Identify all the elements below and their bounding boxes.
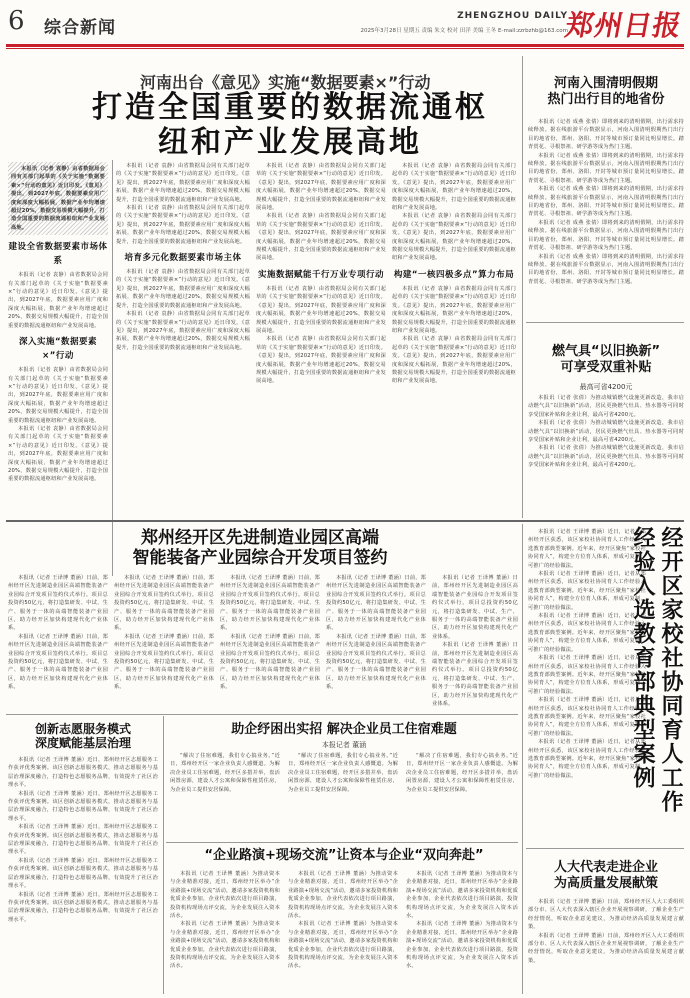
column-divider [522,56,523,518]
npc-story-paragraph: 本报讯（记者 王译博 董涵）日前，郑州经开区人大工委组织部分市、区人大代表深入辖区企业开展视察调研，了解企业生产经营情况，听取企业意见建议，为推动经济高质量发展建言献策。 [528,899,684,931]
column-divider [112,160,113,576]
lead-column-1 [8,162,108,577]
issue-info: 2025年3月28日 星期五 责编 朱文 校对 田洋 美编 王冬 E-mail:zzrbzhb@163.com [360,28,568,34]
park-story-paragraph: 本报讯（记者 王译博 董涵）日前，郑州经开区先进制造业园区高端智能装备产业园综合开发项目签约仪式举行。项目总投资约50亿元，将打造集研发、中试、生产、服务于一体的高端智能装备产业园区，助力经开区加快构建现代化产业体系。 [220,575,320,632]
park-story-paragraph: 本报讯（记者 王译博 董涵）日前，郑州经开区先进制造业园区高端智能装备产业园综合开发项目签约仪式举行。项目总投资约50亿元，将打造集研发、中试、生产、服务于一体的高端智能装备产业园区，助力经开区加快构建现代化产业体系。 [8,633,108,691]
header-rule [6,44,684,47]
header-rule-thin [6,48,684,49]
park-story-title [40,528,480,569]
lead-paragraph: 本报讯（记者 袁静）由省数据局会同有关部门起草的《关于实施“数据要素×”行动的意见》近日印发。《意见》提出，到2027年底，数据要素应用广度和深度大幅拓展，数据产业年均增速超过20%，数据交易规模大幅提升，打造全国重要的数据流通枢纽和产业发展高地。 [392,336,516,385]
npc-story-title-line-2: 为高质量发展献策 [553,875,658,891]
lead-title: 打造全国重要的数据流通枢纽和产业发展高地 [92,90,488,161]
roadshow-story-paragraph: 本报讯（记者 王译博 董涵）为推动资本与企业精准对接，近日，郑州经开区举办“企业路演+现场交流”活动，邀请多家投资机构和优质企业参加，企业代表依次进行项目路演，投资机构现场点评交流，为企业发展注入资本活水。 [406,871,518,920]
lead-paragraph: 本报讯（记者 袁静）由省数据局会同有关部门起草的《关于实施“数据要素×”行动的意见》近日印发。《意见》提出，到2027年底，数据要素应用广度和深度大幅拓展，数据产业年均增速超过20%，数据交易规模大幅提升，打造全国重要的数据流通枢纽和产业发展高地。 [256,336,386,385]
lead-kicker: 河南出台《意见》实施“数据要素×”行动 [140,73,431,92]
school-story-paragraph: 本报讯（记者 王译博 董涵）近日，记者从郑州经开区获悉，该区家校社协同育人工作经验入选教育部典型案例。近年来，经开区聚焦“家校社协同育人”，构建全方位育人体系，形成可复制、可推广的经验做法。 [528,655,646,695]
fuel-story-title-line-1: 燃气具“以旧换新” [551,344,661,359]
volunteer-story-paragraph: 本报讯（记者 王译博 董涵）近日，郑州经开区志愿服务工作获评优秀案例。该区创新志愿服务模式，推动志愿服务与基层治理深度融合，打造特色志愿服务品牌，有效提升了社区治理水平。 [8,757,158,789]
side-story-paragraph: 本报讯（记者 成燕 张倩）即将到来的清明假期，出行需求持续释放。据在线旅游平台数据显示，河南入围清明假期热门出行目的地省份，郑州、洛阳、开封等城市预订量同比明显增长。踏青赏花、寻根祭祖、研学游等成为热门主题。 [528,219,684,252]
park-story-paragraph: 本报讯（记者 王译博 董涵）日前，郑州经开区先进制造业园区高端智能装备产业园综合开发项目签约仪式举行。项目总投资约50亿元，将打造集研发、中试、生产、服务于一体的高端智能装备产业园区，助力经开区加快构建现代化产业体系。 [114,633,214,691]
volunteer-story-paragraph: 本报讯（记者 王译博 董涵）近日，郑州经开区志愿服务工作获评优秀案例。该区创新志愿服务模式，推动志愿服务与基层治理深度融合，打造特色志愿服务品牌，有效提升了社区治理水平。 [8,891,158,923]
fuel-story-paragraph: 本报讯（记者 张倩）为推动城镇燃气设施更新改造，我市启动燃气具“以旧换新”活动，居民更换燃气灶具、热水器等可同时享受国家补贴和企业让利，最高可省4200元。 [528,420,684,444]
housing-story-title: 助企纾困出实招 解决企业员工住宿难题 [231,722,457,737]
section-divider [166,842,518,843]
volunteer-story-body [8,756,158,992]
section-divider [526,322,684,323]
volunteer-story-title-line-1: 创新志愿服务模式 [34,722,131,736]
park-story-title-line-1: 郑州经开区先进制造业园区高端 [141,528,379,548]
roadshow-story-paragraph: 本报讯（记者 王译博 董涵）为推动资本与企业精准对接，近日，郑州经开区举办“企业路演+现场交流”活动，邀请多家投资机构和优质企业参加，企业代表依次进行项目路演，投资机构现场点评交流，为企业发展注入资本活水。 [288,921,398,970]
lead-paragraph: 本报讯（记者 袁静）由省数据局会同有关部门起草的《关于实施“数据要素×”行动的意见》近日印发。《意见》提出，到2027年底，数据要素应用广度和深度大幅拓展，数据产业年均增速超过20%，数据交易规模大幅提升，打造全国重要的数据流通枢纽和产业发展高地。 [8,272,108,329]
park-story-paragraph: 本报讯（记者 王译博 董涵）日前，郑州经开区先进制造业园区高端智能装备产业园综合开发项目签约仪式举行。项目总投资约50亿元，将打造集研发、中试、生产、服务于一体的高端智能装备产业园区，助力经开区加快构建现代化产业体系。 [220,633,320,691]
housing-story-paragraph: “解决了住宿难题，我们专心搞业务。”近日，郑州经开区一家企业负责人感慨道。为解决企业员工住宿难题，经开区多措并举，盘活闲置房源，建设人才公寓和保障性租赁住房，为企业员工提供安居保障。 [406,753,518,793]
roadshow-story-paragraph: 本报讯（记者 王译博 董涵）为推动资本与企业精准对接，近日，郑州经开区举办“企业路演+现场交流”活动，邀请多家投资机构和优质企业参加，企业代表依次进行项目路演，投资机构现场点评交流，为企业发展注入资本活水。 [170,921,280,970]
school-story-paragraph: 本报讯（记者 王译博 董涵）近日，记者从郑州经开区获悉，该区家校社协同育人工作经验入选教育部典型案例。近年来，经开区聚焦“家校社协同育人”，构建全方位育人体系，形成可复制、可推广的经验做法。 [528,739,646,779]
side-story-paragraph: 本报讯（记者 成燕 张倩）即将到来的清明假期，出行需求持续释放。据在线旅游平台数据显示，河南入围清明假期热门出行目的地省份，郑州、洛阳、开封等城市预订量同比明显增长。踏青赏花、寻根祭祖、研学游等成为热门主题。 [528,152,684,184]
lead-paragraph: 本报讯（记者 袁静）由省数据局会同有关部门起草的《关于实施“数据要素×”行动的意见》近日印发。《意见》提出，到2027年底，数据要素应用广度和深度大幅拓展，数据产业年均增速超过20%，数据交易规模大幅提升，打造全国重要的数据流通枢纽和产业发展高地。 [8,425,108,483]
fuel-story-subtitle: 最高可省4200元 [579,383,633,391]
page-section-divider [6,520,684,522]
housing-story-paragraph: “解决了住宿难题，我们专心搞业务。”近日，郑州经开区一家企业负责人感慨道。为解决企业员工住宿难题，经开区多措并举，盘活闲置房源，建设人才公寓和保障性租赁住房，为企业员工提供安居保障。 [170,753,280,793]
roadshow-column-3 [406,870,518,992]
lead-subhead-3: 培育多元化数据要素市场主体 [124,253,242,264]
npc-story-title [528,860,684,891]
housing-story-byline: 本报记者 董涵 [321,741,367,749]
school-story-paragraph: 本报讯（记者 王译博 董涵）近日，记者从郑州经开区获悉，该区家校社协同育人工作经验入选教育部典型案例。近年来，经开区聚焦“家校社协同育人”，构建全方位育人体系，形成可复制、可推广的经验做法。 [528,571,646,611]
roadshow-story-paragraph: 本报讯（记者 王译博 董涵）为推动资本与企业精准对接，近日，郑州经开区举办“企业路演+现场交流”活动，邀请多家投资机构和优质企业参加，企业代表依次进行项目路演，投资机构现场点评交流，为企业发展注入资本活水。 [170,871,280,920]
park-story-paragraph: 本报讯（记者 王译博 董涵）日前，郑州经开区先进制造业园区高端智能装备产业园综合开发项目签约仪式举行。项目总投资约50亿元，将打造集研发、中试、生产、服务于一体的高端智能装备产业园区，助力经开区加快构建现代化产业体系。 [326,575,426,632]
side-story-title-line-1: 河南入围清明假期 [553,76,658,91]
lead-intro: 本报讯（记者 袁静）由省数据局会同有关部门起草的《关于实施“数据要素×”行动的意见》近日印发。《意见》提出，到2027年底，数据要素应用广度和深度大幅拓展，数据产业年均增速超过20%，数据交易规模大幅提升，打造全国重要的数据流通枢纽和产业发展高地。 [11,166,105,231]
lead-subhead-1: 建设全省数据要素市场体系 [8,242,108,267]
lead-paragraph: 本报讯（记者 袁静）由省数据局会同有关部门起草的《关于实施“数据要素×”行动的意见》近日印发。《意见》提出，到2027年底，数据要素应用广度和深度大幅拓展，数据产业年均增速超过20%，数据交易规模大幅提升，打造全国重要的数据流通枢纽和产业发展高地。 [392,285,516,334]
lead-paragraph: 本报讯（记者 袁静）由省数据局会同有关部门起草的《关于实施“数据要素×”行动的意见》近日印发。《意见》提出，到2027年底，数据要素应用广度和深度大幅拓展，数据产业年均增速超过20%，数据交易规模大幅提升，打造全国重要的数据流通枢纽和产业发展高地。 [392,213,516,262]
fuel-story-title-line-2: 可享受双重补贴 [560,359,652,375]
fuel-story-title [528,344,684,375]
volunteer-story-paragraph: 本报讯（记者 王译博 董涵）近日，郑州经开区志愿服务工作获评优秀案例。该区创新志愿服务模式，推动志愿服务与基层治理深度融合，打造特色志愿服务品牌，有效提升了社区治理水平。 [8,857,158,890]
park-story-paragraph: 本报讯（记者 王译博 董涵）日前，郑州经开区先进制造业园区高端智能装备产业园综合开发项目签约仪式举行。项目总投资约50亿元，将打造集研发、中试、生产、服务于一体的高端智能装备产业园区，助力经开区加快构建现代化产业体系。 [432,575,518,640]
school-story-paragraph: 本报讯（记者 王译博 董涵）近日，记者从郑州经开区获悉，该区家校社协同育人工作经验入选教育部典型案例。近年来，经开区聚焦“家校社协同育人”，构建全方位育人体系，形成可复制、可推广的经验做法。 [528,613,646,653]
housing-column-3 [406,752,518,838]
lead-column-3 [256,162,386,577]
park-column-3 [220,574,320,710]
lead-paragraph: 本报讯（记者 袁静）由省数据局会同有关部门起草的《关于实施“数据要素×”行动的意见》近日印发。《意见》提出，到2027年底，数据要素应用广度和深度大幅拓展，数据产业年均增速超过20%，数据交易规模大幅提升，打造全国重要的数据流通枢纽和产业发展高地。 [8,367,108,424]
volunteer-story-paragraph: 本报讯（记者 王译博 董涵）近日，郑州经开区志愿服务工作获评优秀案例。该区创新志愿服务模式，推动志愿服务与基层治理深度融合，打造特色志愿服务品牌，有效提升了社区治理水平。 [8,824,158,856]
lead-paragraph: 本报讯（记者 袁静）由省数据局会同有关部门起草的《关于实施“数据要素×”行动的意见》近日印发。《意见》提出，到2027年底，数据要素应用广度和深度大幅拓展，数据产业年均增速超过20%，数据交易规模大幅提升，打造全国重要的数据流通枢纽和产业发展高地。 [116,163,250,203]
lead-column-2 [116,162,250,577]
lead-intro-box [8,162,108,235]
park-story-paragraph: 本报讯（记者 王译博 董涵）日前，郑州经开区先进制造业园区高端智能装备产业园综合开发项目签约仪式举行。项目总投资约50亿元，将打造集研发、中试、生产、服务于一体的高端智能装备产业园区，助力经开区加快构建现代化产业体系。 [8,575,108,632]
lead-paragraph: 本报讯（记者 袁静）由省数据局会同有关部门起草的《关于实施“数据要素×”行动的意见》近日印发。《意见》提出，到2027年底，数据要素应用广度和深度大幅拓展，数据产业年均增速超过20%，数据交易规模大幅提升，打造全国重要的数据流通枢纽和产业发展高地。 [116,269,250,309]
lead-paragraph: 本报讯（记者 袁静）由省数据局会同有关部门起草的《关于实施“数据要素×”行动的意见》近日印发。《意见》提出，到2027年底，数据要素应用广度和深度大幅拓展，数据产业年均增速超过20%，数据交易规模大幅提升，打造全国重要的数据流通枢纽和产业发展高地。 [256,163,386,212]
park-story-paragraph: 本报讯（记者 王译博 董涵）日前，郑州经开区先进制造业园区高端智能装备产业园综合开发项目签约仪式举行。项目总投资约50亿元，将打造集研发、中试、生产、服务于一体的高端智能装备产业园区，助力经开区加快构建现代化产业体系。 [114,575,214,632]
roadshow-column-1 [170,870,280,992]
lead-paragraph: 本报讯（记者 袁静）由省数据局会同有关部门起草的《关于实施“数据要素×”行动的意见》近日印发。《意见》提出，到2027年底，数据要素应用广度和深度大幅拓展，数据产业年均增速超过20%，数据交易规模大幅提升，打造全国重要的数据流通枢纽和产业发展高地。 [256,213,386,262]
roadshow-story-title: “企业路演+现场交流”让资本与企业“双向奔赴” [204,848,484,863]
park-column-1 [8,574,108,710]
npc-story-title-line-1: 人大代表走进企业 [553,860,658,875]
section-name: 综合新闻 [44,18,116,38]
lead-paragraph: 本报讯（记者 袁静）由省数据局会同有关部门起草的《关于实施“数据要素×”行动的意见》近日印发。《意见》提出，到2027年底，数据要素应用广度和深度大幅拓展，数据产业年均增速超过20%，数据交易规模大幅提升，打造全国重要的数据流通枢纽和产业发展高地。 [256,285,386,334]
volunteer-story-title [8,722,158,751]
lead-subhead-5: 构建“一核四极多点”算力布局 [393,269,515,280]
park-story-title-line-2: 智能装备产业园综合开发项目签约 [132,548,388,569]
page-number: 6 [8,6,25,36]
section-divider [6,714,518,715]
park-column-2 [114,574,214,710]
lead-column-4 [392,162,516,577]
side-story-title [528,76,684,107]
roadshow-column-2 [288,870,398,992]
park-column-4 [326,574,426,710]
side-story-paragraph: 本报讯（记者 成燕 张倩）即将到来的清明假期，出行需求持续释放。据在线旅游平台数据显示，河南入围清明假期热门出行目的地省份，郑州、洛阳、开封等城市预订量同比明显增长。踏青赏花、寻根祭祖、研学游等成为热门主题。 [528,186,684,218]
side-story-paragraph: 本报讯（记者 成燕 张倩）即将到来的清明假期，出行需求持续释放。据在线旅游平台数据显示，河南入围清明假期热门出行目的地省份，郑州、洛阳、开封等城市预订量同比明显增长。踏青赏花、寻根祭祖、研学游等成为热门主题。 [528,253,684,285]
volunteer-story-paragraph: 本报讯（记者 王译博 董涵）近日，郑州经开区志愿服务工作获评优秀案例。该区创新志愿服务模式，推动志愿服务与基层治理深度融合，打造特色志愿服务品牌，有效提升了社区治理水平。 [8,790,158,822]
lead-subhead-2: 深入实施“数据要素×”行动 [18,337,98,362]
column-divider [522,524,523,994]
lead-paragraph: 本报讯（记者 袁静）由省数据局会同有关部门起草的《关于实施“数据要素×”行动的意见》近日印发。《意见》提出，到2027年底，数据要素应用广度和深度大幅拓展，数据产业年均增速超过20%，数据交易规模大幅提升，打造全国重要的数据流通枢纽和产业发展高地。 [116,205,250,245]
side-story-body [528,118,684,318]
brand-name-english: ZHENGZHOU DAILY [457,11,568,21]
park-story-paragraph: 本报讯（记者 王译博 董涵）日前，郑州经开区先进制造业园区高端智能装备产业园综合开发项目签约仪式举行。项目总投资约50亿元，将打造集研发、中试、生产、服务于一体的高端智能装备产业园区，助力经开区加快构建现代化产业体系。 [432,642,518,708]
school-story-paragraph: 本报讯（记者 王译博 董涵）近日，记者从郑州经开区获悉，该区家校社协同育人工作经验入选教育部典型案例。近年来，经开区聚焦“家校社协同育人”，构建全方位育人体系，形成可复制、可推广的经验做法。 [528,529,646,569]
npc-story-body [528,898,684,992]
school-story-paragraph: 本报讯（记者 王译博 董涵）近日，记者从郑州经开区获悉，该区家校社协同育人工作经验入选教育部典型案例。近年来，经开区聚焦“家校社协同育人”，构建全方位育人体系，形成可复制、可推广的经验做法。 [528,697,646,737]
fuel-story-body [528,394,684,518]
newspaper-logo: 郑州日报 [562,9,685,42]
column-divider [163,716,164,994]
park-story-paragraph: 本报讯（记者 王译博 董涵）日前，郑州经开区先进制造业园区高端智能装备产业园综合开发项目签约仪式举行。项目总投资约50亿元，将打造集研发、中试、生产、服务于一体的高端智能装备产业园区，助力经开区加快构建现代化产业体系。 [326,633,426,691]
lead-subhead-4: 实施数据赋能千行万业专项行动 [257,269,384,280]
section-divider [526,848,684,849]
side-story-title-line-2: 热门出行目的地省份 [547,91,665,107]
fuel-story-paragraph: 本报讯（记者 张倩）为推动城镇燃气设施更新改造，我市启动燃气具“以旧换新”活动，居民更换燃气灶具、热水器等可同时享受国家补贴和企业让利，最高可省4200元。 [528,395,684,418]
housing-column-1 [170,752,280,838]
roadshow-story-paragraph: 本报讯（记者 王译博 董涵）为推动资本与企业精准对接，近日，郑州经开区举办“企业路演+现场交流”活动，邀请多家投资机构和优质企业参加，企业代表依次进行项目路演，投资机构现场点评交流，为企业发展注入资本活水。 [288,871,398,920]
npc-story-paragraph: 本报讯（记者 王译博 董涵）日前，郑州经开区人大工委组织部分市、区人大代表深入辖区企业开展视察调研，了解企业生产经营情况，听取企业意见建议，为推动经济高质量发展建言献策。 [528,932,684,964]
lead-paragraph: 本报讯（记者 袁静）由省数据局会同有关部门起草的《关于实施“数据要素×”行动的意见》近日印发。《意见》提出，到2027年底，数据要素应用广度和深度大幅拓展，数据产业年均增速超过20%，数据交易规模大幅提升，打造全国重要的数据流通枢纽和产业发展高地。 [392,163,516,212]
volunteer-story-title-line-2: 深度赋能基层治理 [34,736,131,751]
housing-column-2 [288,752,398,838]
housing-story-paragraph: “解决了住宿难题，我们专心搞业务。”近日，郑州经开区一家企业负责人感慨道。为解决企业员工住宿难题，经开区多措并举，盘活闲置房源，建设人才公寓和保障性租赁住房，为企业员工提供安居保障。 [288,753,398,793]
side-story-paragraph: 本报讯（记者 成燕 张倩）即将到来的清明假期，出行需求持续释放。据在线旅游平台数据显示，河南入围清明假期热门出行目的地省份，郑州、洛阳、开封等城市预订量同比明显增长。踏青赏花、寻根祭祖、研学游等成为热门主题。 [528,119,684,151]
school-story-title: 经开区家校社协同育人工作经验入选教育部典型案例 [630,526,683,814]
fuel-story-paragraph: 本报讯（记者 张倩）为推动城镇燃气设施更新改造，我市启动燃气具“以旧换新”活动，居民更换燃气灶具、热水器等可同时享受国家补贴和企业让利，最高可省4200元。 [528,445,684,469]
lead-paragraph: 本报讯（记者 袁静）由省数据局会同有关部门起草的《关于实施“数据要素×”行动的意见》近日印发。《意见》提出，到2027年底，数据要素应用广度和深度大幅拓展，数据产业年均增速超过20%，数据交易规模大幅提升，打造全国重要的数据流通枢纽和产业发展高地。 [116,311,250,351]
roadshow-story-paragraph: 本报讯（记者 王译博 董涵）为推动资本与企业精准对接，近日，郑州经开区举办“企业路演+现场交流”活动，邀请多家投资机构和优质企业参加，企业代表依次进行项目路演，投资机构现场点评交流，为企业发展注入资本活水。 [406,921,518,970]
park-column-5 [432,574,518,710]
